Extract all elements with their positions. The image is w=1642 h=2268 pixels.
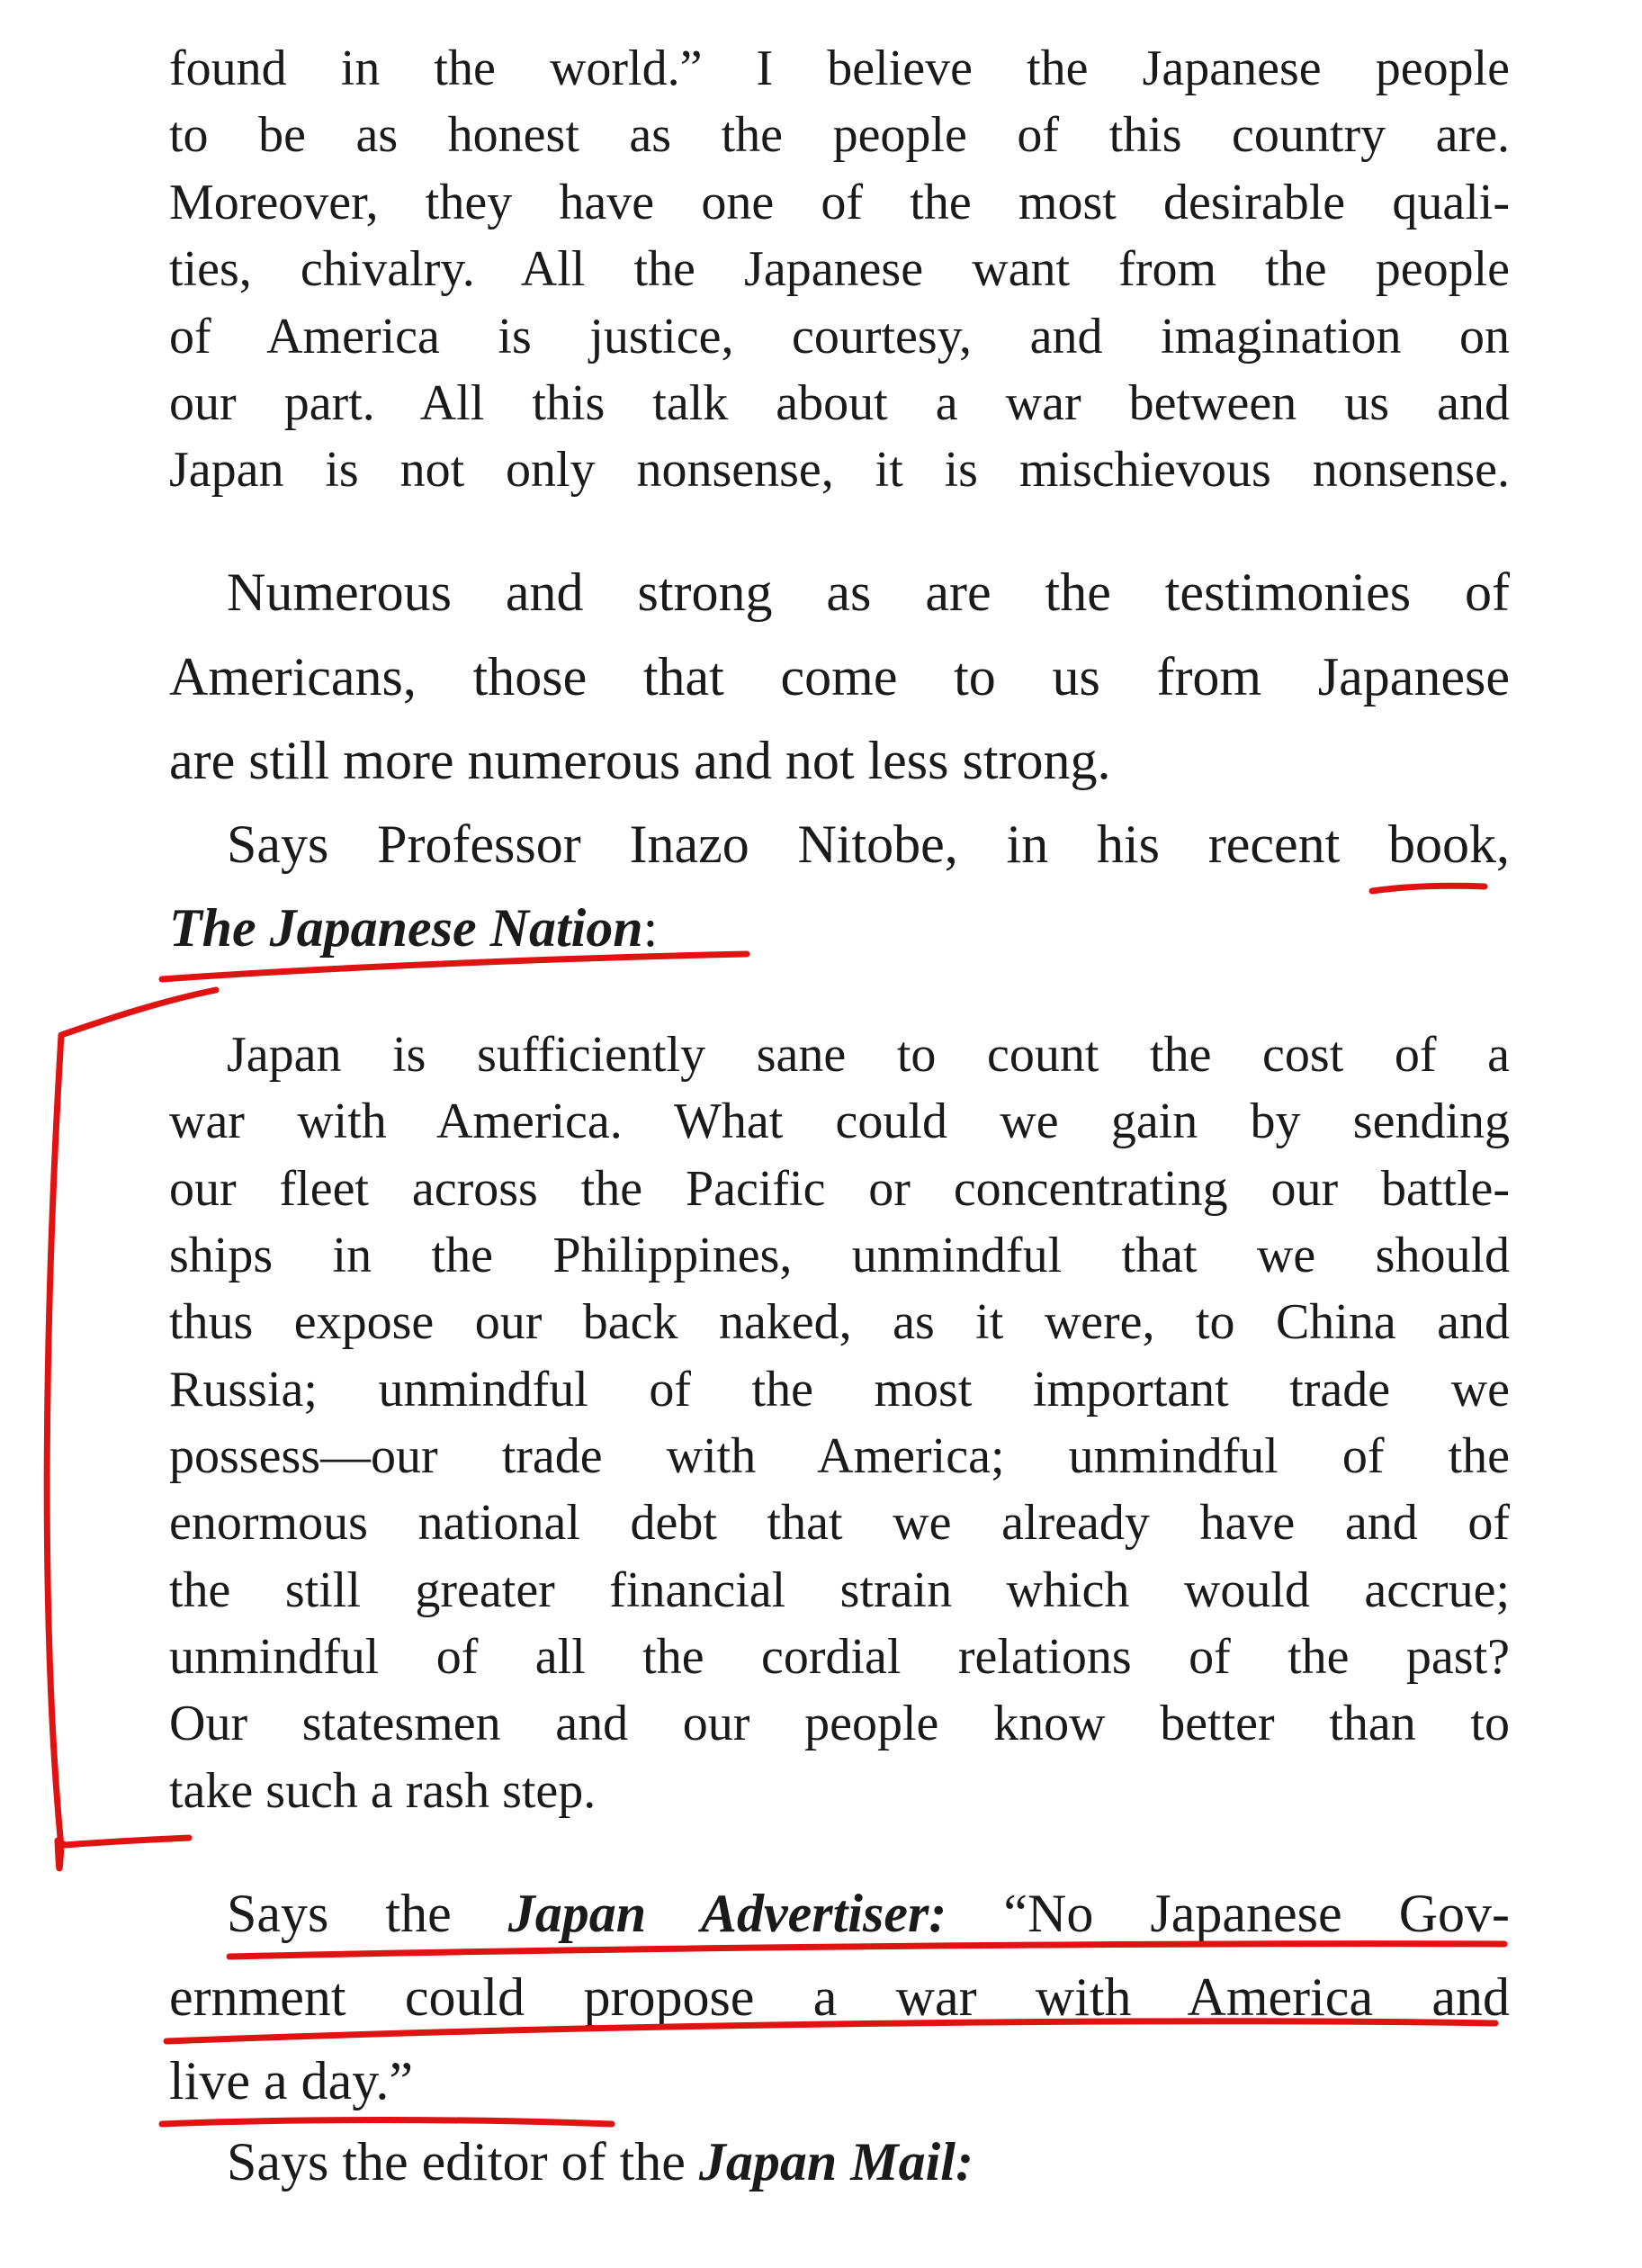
text-line: ernment could propose a war with America and <box>169 1967 1510 2027</box>
text-line: take such a rash step. <box>169 1763 597 1819</box>
text-line: enormous national debt that we already have and of <box>169 1495 1510 1551</box>
quote-start: “No Japanese Gov- <box>1003 1884 1511 1943</box>
colon: : <box>642 898 659 958</box>
text-line: the still greater financial strain which would accrue; <box>169 1562 1510 1618</box>
book-title: The Japanese Nation <box>169 898 643 958</box>
text-line: thus expose our back naked, as it were, to China and <box>169 1294 1510 1350</box>
says-the: Says the <box>227 1884 452 1943</box>
says-the-editor: Says the editor of the <box>227 2132 686 2192</box>
newspaper-name: Japan Mail: <box>698 2132 974 2192</box>
title-underline <box>162 954 747 979</box>
text-line: found in the world.” I believe the Japanese people <box>169 40 1510 96</box>
newspaper-name: Japan Advertiser: <box>507 1884 947 1943</box>
advertiser-underline-1 <box>229 1944 1504 1957</box>
text-line: Says Professor Inazo Nitobe, in his recent book, <box>227 814 1510 874</box>
text-line: Our statesmen and our people know better than to <box>169 1696 1510 1751</box>
text-line: unmindful of all the cordial relations of the past? <box>169 1629 1510 1685</box>
text-line: Japan is sufficiently sane to count the cost of a <box>227 1027 1510 1083</box>
japan-mail-line <box>227 2132 1510 2192</box>
text-line: our fleet across the Pacific or concentrating our battle- <box>169 1161 1510 1217</box>
text-line <box>227 1884 1511 1943</box>
text-line: Moreover, they have one of the most desirable quali- <box>169 175 1510 230</box>
text-line: ships in the Philippines, unmindful that we should <box>169 1228 1510 1283</box>
advertiser-underline-3 <box>162 2120 612 2125</box>
text-line: to be as honest as the people of this country are. <box>169 107 1510 163</box>
book-title-line <box>169 898 1510 958</box>
text-line: Russia; unmindful of the most important trade we <box>169 1362 1510 1418</box>
text-line: our part. All this talk about a war between us and <box>169 375 1510 431</box>
text-line: Japan is not only nonsense, it is mischievous nonsense. <box>169 442 1510 498</box>
text-line: ties, chivalry. All the Japanese want from the people <box>169 241 1510 297</box>
text-line: Numerous and strong as are the testimonies of <box>227 562 1510 622</box>
book-underline <box>1372 886 1485 891</box>
text-line: live a day.” <box>169 2051 413 2110</box>
text-line: possess—our trade with America; unmindful of the <box>169 1428 1510 1484</box>
text-line: are still more numerous and not less strong. <box>169 731 1111 790</box>
text-line: of America is justice, courtesy, and imagination on <box>169 309 1510 364</box>
text-line: Americans, those that come to us from Japanese <box>169 647 1510 706</box>
text-line: war with America. What could we gain by sending <box>169 1094 1510 1149</box>
